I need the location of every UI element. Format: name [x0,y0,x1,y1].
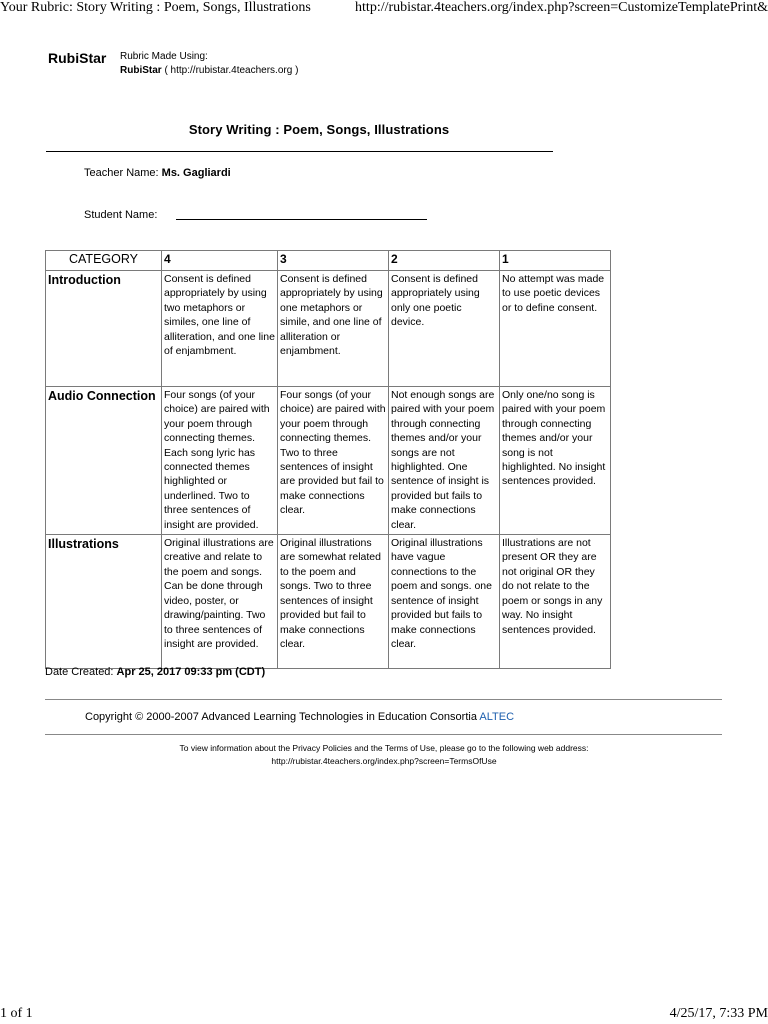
made-using-url[interactable]: ( http://rubistar.4teachers.org ) [161,65,299,76]
header-score-2: 2 [389,251,500,271]
teacher-label: Teacher Name: [84,167,162,179]
date-created-value: Apr 25, 2017 09:33 pm (CDT) [116,666,266,678]
header-category: CATEGORY [46,251,162,271]
policy-url[interactable]: http://rubistar.4teachers.org/index.php?screen=TermsOfUse [271,756,497,766]
rubric-table [45,250,611,669]
rubric-cell: Consent is defined appropriately using only one poetic device. [389,271,500,387]
rubric-cell: Only one/no song is paired with your poem through connecting themes and/or your song is not highlighted. No insight sentences provided. [500,387,611,535]
print-header-title: Your Rubric: Story Writing : Poem, Songs, Illustrations [0,0,311,15]
title-divider [46,151,553,152]
date-created-label: Date Created: [45,666,117,678]
rubric-row-introduction [46,271,611,387]
rubric-cell: Illustrations are not present OR they are not original OR they do not relate to the poem or songs in any way. No insight sentences provided. [500,535,611,669]
header-score-3: 3 [278,251,389,271]
rubric-cell: No attempt was made to use poetic devices or to define consent. [500,271,611,387]
student-name-blank-line [176,219,427,220]
rubric-row-illustrations [46,535,611,669]
teacher-value: Ms. Gagliardi [161,167,231,179]
student-label: Student Name: [84,209,158,221]
row-category: Illustrations [46,535,162,669]
rubric-cell: Not enough songs are paired with your poem through connecting themes and/or your songs are not highlighted. One sentence of insight is provided but fails to make connections clear. [389,387,500,535]
privacy-policy-notice [0,742,768,768]
copyright-text: Copyright © 2000-2007 Advanced Learning Technologies in Education Consortia [85,711,480,723]
rubric-cell: Original illustrations are creative and relate to the poem and songs. Can be done through video, poster, or drawing/painting. Two to three sentences of insight are provided. [162,535,278,669]
rubistar-logo-text: RubiStar [48,50,107,66]
row-category: Audio Connection [46,387,162,535]
rubric-cell: Four songs (of your choice) are paired with your poem through connecting themes. Each song lyric has connected themes highlighted or underlined. Two to three sentences of insight are provided. [162,387,278,535]
rubric-cell: Four songs (of your choice) are paired with your poem through connecting themes. Two to three sentences of insight are provided but fail to make connections clear. [278,387,389,535]
altec-link[interactable]: ALTEC [479,711,515,723]
rubric-cell: Original illustrations are somewhat related to the poem and songs. Two to three sentences of insight provided but fail to make connections clear. [278,535,389,669]
rubric-title: Story Writing : Poem, Songs, Illustrations [188,122,450,137]
header-score-1: 1 [500,251,611,271]
made-using-block [120,50,298,78]
header-score-4: 4 [162,251,278,271]
rubric-cell: Consent is defined appropriately by using two metaphors or similes, one line of alliteration, and one line of enjambment. [162,271,278,387]
made-using-label: Rubric Made Using: [120,51,208,62]
print-footer-datetime: 4/25/17, 7:33 PM [669,1006,768,1021]
row-category: Introduction [46,271,162,387]
rubric-cell: Consent is defined appropriately by using one metaphors or simile, and one line of alliteration or enjambment. [278,271,389,387]
made-using-source [120,64,298,78]
teacher-name [84,167,231,179]
rubric-header-row [46,251,611,271]
rubric-row-audio-connection [46,387,611,535]
footer-divider-bottom [45,734,722,735]
print-header-url: http://rubistar.4teachers.org/index.php?screen=CustomizeTemplatePrint& [355,0,768,15]
made-using-brand: RubiStar [120,65,162,76]
date-created [45,666,265,678]
rubric-cell: Original illustrations have vague connections to the poem and songs. one sentence of insight provided but fails to make connections clear. [389,535,500,669]
footer-divider-top [45,699,722,700]
print-footer-page: 1 of 1 [0,1006,33,1021]
policy-text: To view information about the Privacy Policies and the Terms of Use, please go to the following web address: [179,743,589,753]
copyright-notice [85,711,514,723]
